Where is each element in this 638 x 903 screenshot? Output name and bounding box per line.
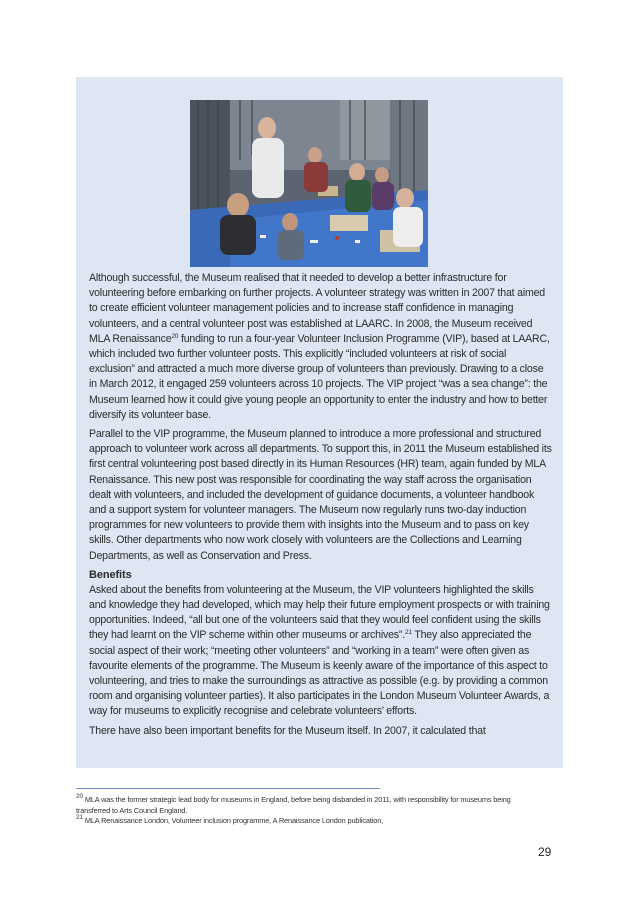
footnote-number: 21 — [76, 814, 83, 821]
paragraph-text: They also appreciated the social aspect of their work; “meeting other volunteers” and “working in a team” were often given as favourite elements of the programme. The Museum is keenly aware of the importance of this aspect to volunteering, and tries to make the surroundings as attractive as possible (e.g. by providing a common room and organising volunteer parties). It also participates in the London Museum Volunteer Awards, a way for museums to explicitly recognise and celebrate volunteers’ efforts. — [89, 629, 550, 718]
body-text — [89, 271, 552, 743]
footnote-number: 20 — [76, 793, 83, 800]
paragraph: Parallel to the VIP programme, the Museum planned to introduce a more professional and structured approach to volunteer work across all departments. To support this, in 2011 the Museum established its first central volunteering post based directly in its Human Resources (HR) team, again funded by MLA Renaissance. This new post was responsible for coordinating the way staff across the organisation dealt with volunteers, and included the development of guidance documents, a volunteer handbook and a support system for volunteer managers. The Museum now regularly runs two-day induction programmes for new volunteers to provide them with insights into the Museum and to pass on key skills. Other departments who now work closely with volunteers are the Collections and Learning Departments, as well as Conservation and Press. — [89, 428, 552, 562]
paragraph-text: Asked about the benefits from volunteering at the Museum, the VIP volunteers highlighted the skills and knowledge they had developed, which may help their future employment prospects or with training opportunities. Indeed, “all but one of the volunteers said that they would feel confident using the skills they had learnt on the VIP scheme within other museums or archives”. — [89, 583, 550, 642]
paragraph: There have also been important benefits for the Museum itself. In 2007, it calculated that — [89, 724, 486, 737]
section-heading: Benefits — [89, 568, 132, 581]
footnotes — [76, 795, 546, 827]
footnote-text: MLA was the former strategic lead body for museums in England, before being disbanded in 2011, with responsibility for museums being transferred to Arts Council England. — [76, 795, 511, 815]
page-number: 29 — [538, 845, 552, 859]
paragraph-text: Although successful, the Museum realised that it needed to develop a better infrastructure for volunteering before embarking on further projects. A volunteer strategy was written in 2007 that aimed to create efficient volunteer management policies and to increase staff confidence in managing volunteers, and a central volunteer post was established at LAARC. In 2008, the Museum received MLA Renaissance — [89, 272, 545, 345]
paragraph — [89, 271, 552, 423]
footnote-ref: 20 — [171, 332, 179, 340]
paragraph-text: funding to run a four-year Volunteer Inclusion Programme (VIP), based at LAARC, which included two further volunteer posts. This explicitly “included volunteers at risk of social exclusion” and attracted a much more diverse group of volunteers than previously. Drawing to a close in March 2012, it engaged 259 volunteers across 10 projects. The VIP project “was a sea change”: the Museum learned how it could give young people an opportunity to enter the industry and how to better diversify its volunteer base. — [89, 332, 550, 421]
footnote-text: MLA Renaissance London, Volunteer inclusion programme, A Renaissance London publication, — [84, 816, 384, 825]
paragraph — [89, 583, 552, 720]
footnote-ref: 21 — [404, 629, 412, 637]
footnote — [76, 816, 546, 827]
volunteers-photo — [190, 100, 428, 267]
footnote — [76, 795, 546, 816]
footnote-divider — [76, 788, 380, 789]
